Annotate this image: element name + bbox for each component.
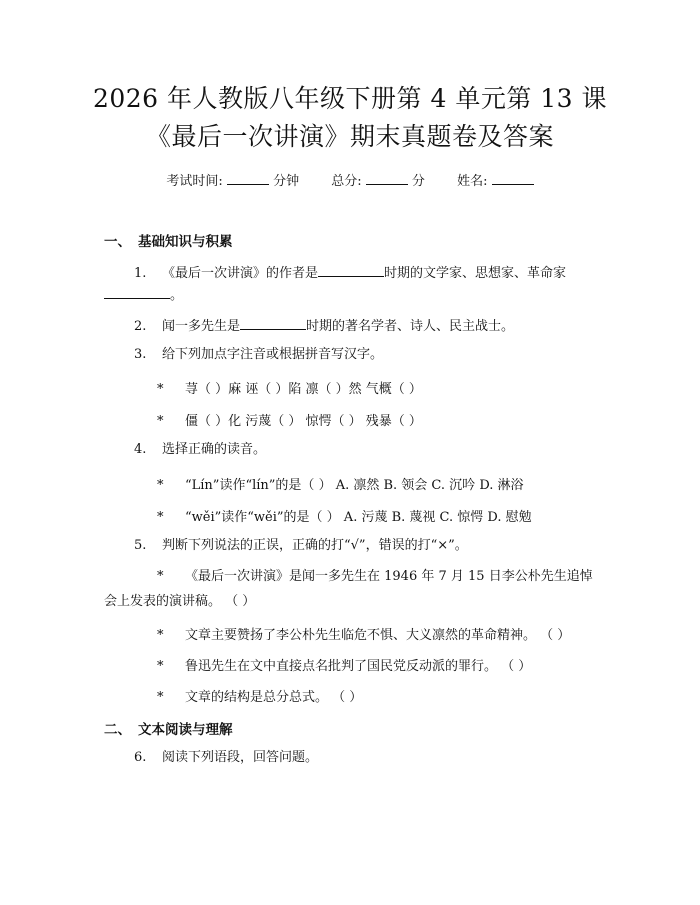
question-5-item-4 [157,686,362,705]
time-label: 考试时间: [166,174,223,189]
score-field [331,174,429,189]
bullet-marker: * [157,414,164,429]
item-text: 荨（ ）麻 诬（ ）陷 凛（ ）然 气概（ ） [185,382,422,397]
section-number: 二、 [104,722,131,738]
question-text: 判断下列说法的正误，正确的打“√”，错误的打“×”。 [162,538,468,553]
score-unit: 分 [411,174,425,189]
question-4-item-2 [157,506,532,525]
question-3-item-1 [157,378,422,397]
item-text: 文章的结构是总分总式。 （ ） [185,690,363,705]
question-number: 2. [134,319,147,334]
question-3-item-2 [157,410,422,429]
question-1 [134,263,566,283]
section-number: 一、 [104,234,131,250]
time-field [166,174,303,189]
answer-blank[interactable] [240,316,306,330]
time-unit: 分钟 [273,174,300,189]
question-text: 阅读下列语段，回答问题。 [162,750,319,765]
score-label: 总分: [331,174,362,189]
question-3 [134,347,383,364]
bullet-marker: * [157,628,164,643]
question-5 [134,538,468,555]
question-text: 选择正确的读音。 [162,442,267,457]
bullet-marker: * [157,382,164,397]
name-label: 姓名: [457,174,488,189]
bullet-marker: * [157,690,164,705]
question-number: 4. [134,442,147,457]
bullet-marker: * [157,510,164,525]
section-heading-1 [104,230,233,250]
item-text: 鲁迅先生在文中直接点名批判了国民党反动派的罪行。 （ ） [185,659,532,674]
item-text: 僵（ ）化 污蔑（ ） 惊愕（ ） 残暴（ ） [185,414,422,429]
question-1-continued [104,285,183,305]
question-number: 6. [134,750,147,765]
name-field [457,174,534,189]
section-title: 基础知识与积累 [138,234,233,250]
answer-blank[interactable] [318,263,384,277]
question-2 [134,316,514,336]
question-text: 时期的著名学者、诗人、民主战士。 [306,319,515,334]
section-title: 文本阅读与理解 [138,722,233,738]
page-title-line-2: 《最后一次讲演》期末真题卷及答案 [145,122,554,151]
name-blank[interactable] [492,172,534,185]
question-text: 闻一多先生是 [162,319,241,334]
question-5-item-2 [157,624,570,643]
question-5-item-3 [157,655,531,674]
question-4 [134,442,266,459]
question-text: 。 [170,288,184,303]
question-4-item-1 [157,474,524,493]
question-text: 时期的文学家、思想家、革命家 [384,266,567,281]
question-number: 3. [134,347,147,362]
item-text: 文章主要赞扬了李公朴先生临危不惧、大义凛然的革命精神。 （ ） [185,628,571,643]
page-title-line-1: 2026 年人教版八年级下册第 4 单元第 13 课 [92,84,608,113]
bullet-marker: * [157,659,164,674]
question-6 [134,750,318,767]
time-blank[interactable] [227,172,269,185]
question-number: 1. [134,266,147,281]
exam-meta [0,170,700,189]
item-text: “wěi”读作“wěi”的是（ ） A. 污蔑 B. 蔑视 C. 惊愕 D. 慰勉 [185,510,532,525]
question-text: 《最后一次讲演》的作者是 [162,266,319,281]
item-text: “Lín”读作“lín”的是（ ） A. 凛然 B. 领会 C. 沉吟 D. 淋浴 [185,478,524,493]
question-5-item-1 [104,564,604,615]
bullet-marker: * [157,478,164,493]
answer-blank[interactable] [104,285,170,299]
section-heading-2 [104,718,233,738]
item-text: 《最后一次讲演》是闻一多先生在 1946 年 7 月 15 日李公朴先生追悼会上发表的演讲稿。 （ ） [104,569,593,610]
bullet-marker: * [157,569,164,584]
question-number: 5. [134,538,147,553]
score-blank[interactable] [366,172,408,185]
question-text: 给下列加点字注音或根据拼音写汉字。 [162,347,384,362]
